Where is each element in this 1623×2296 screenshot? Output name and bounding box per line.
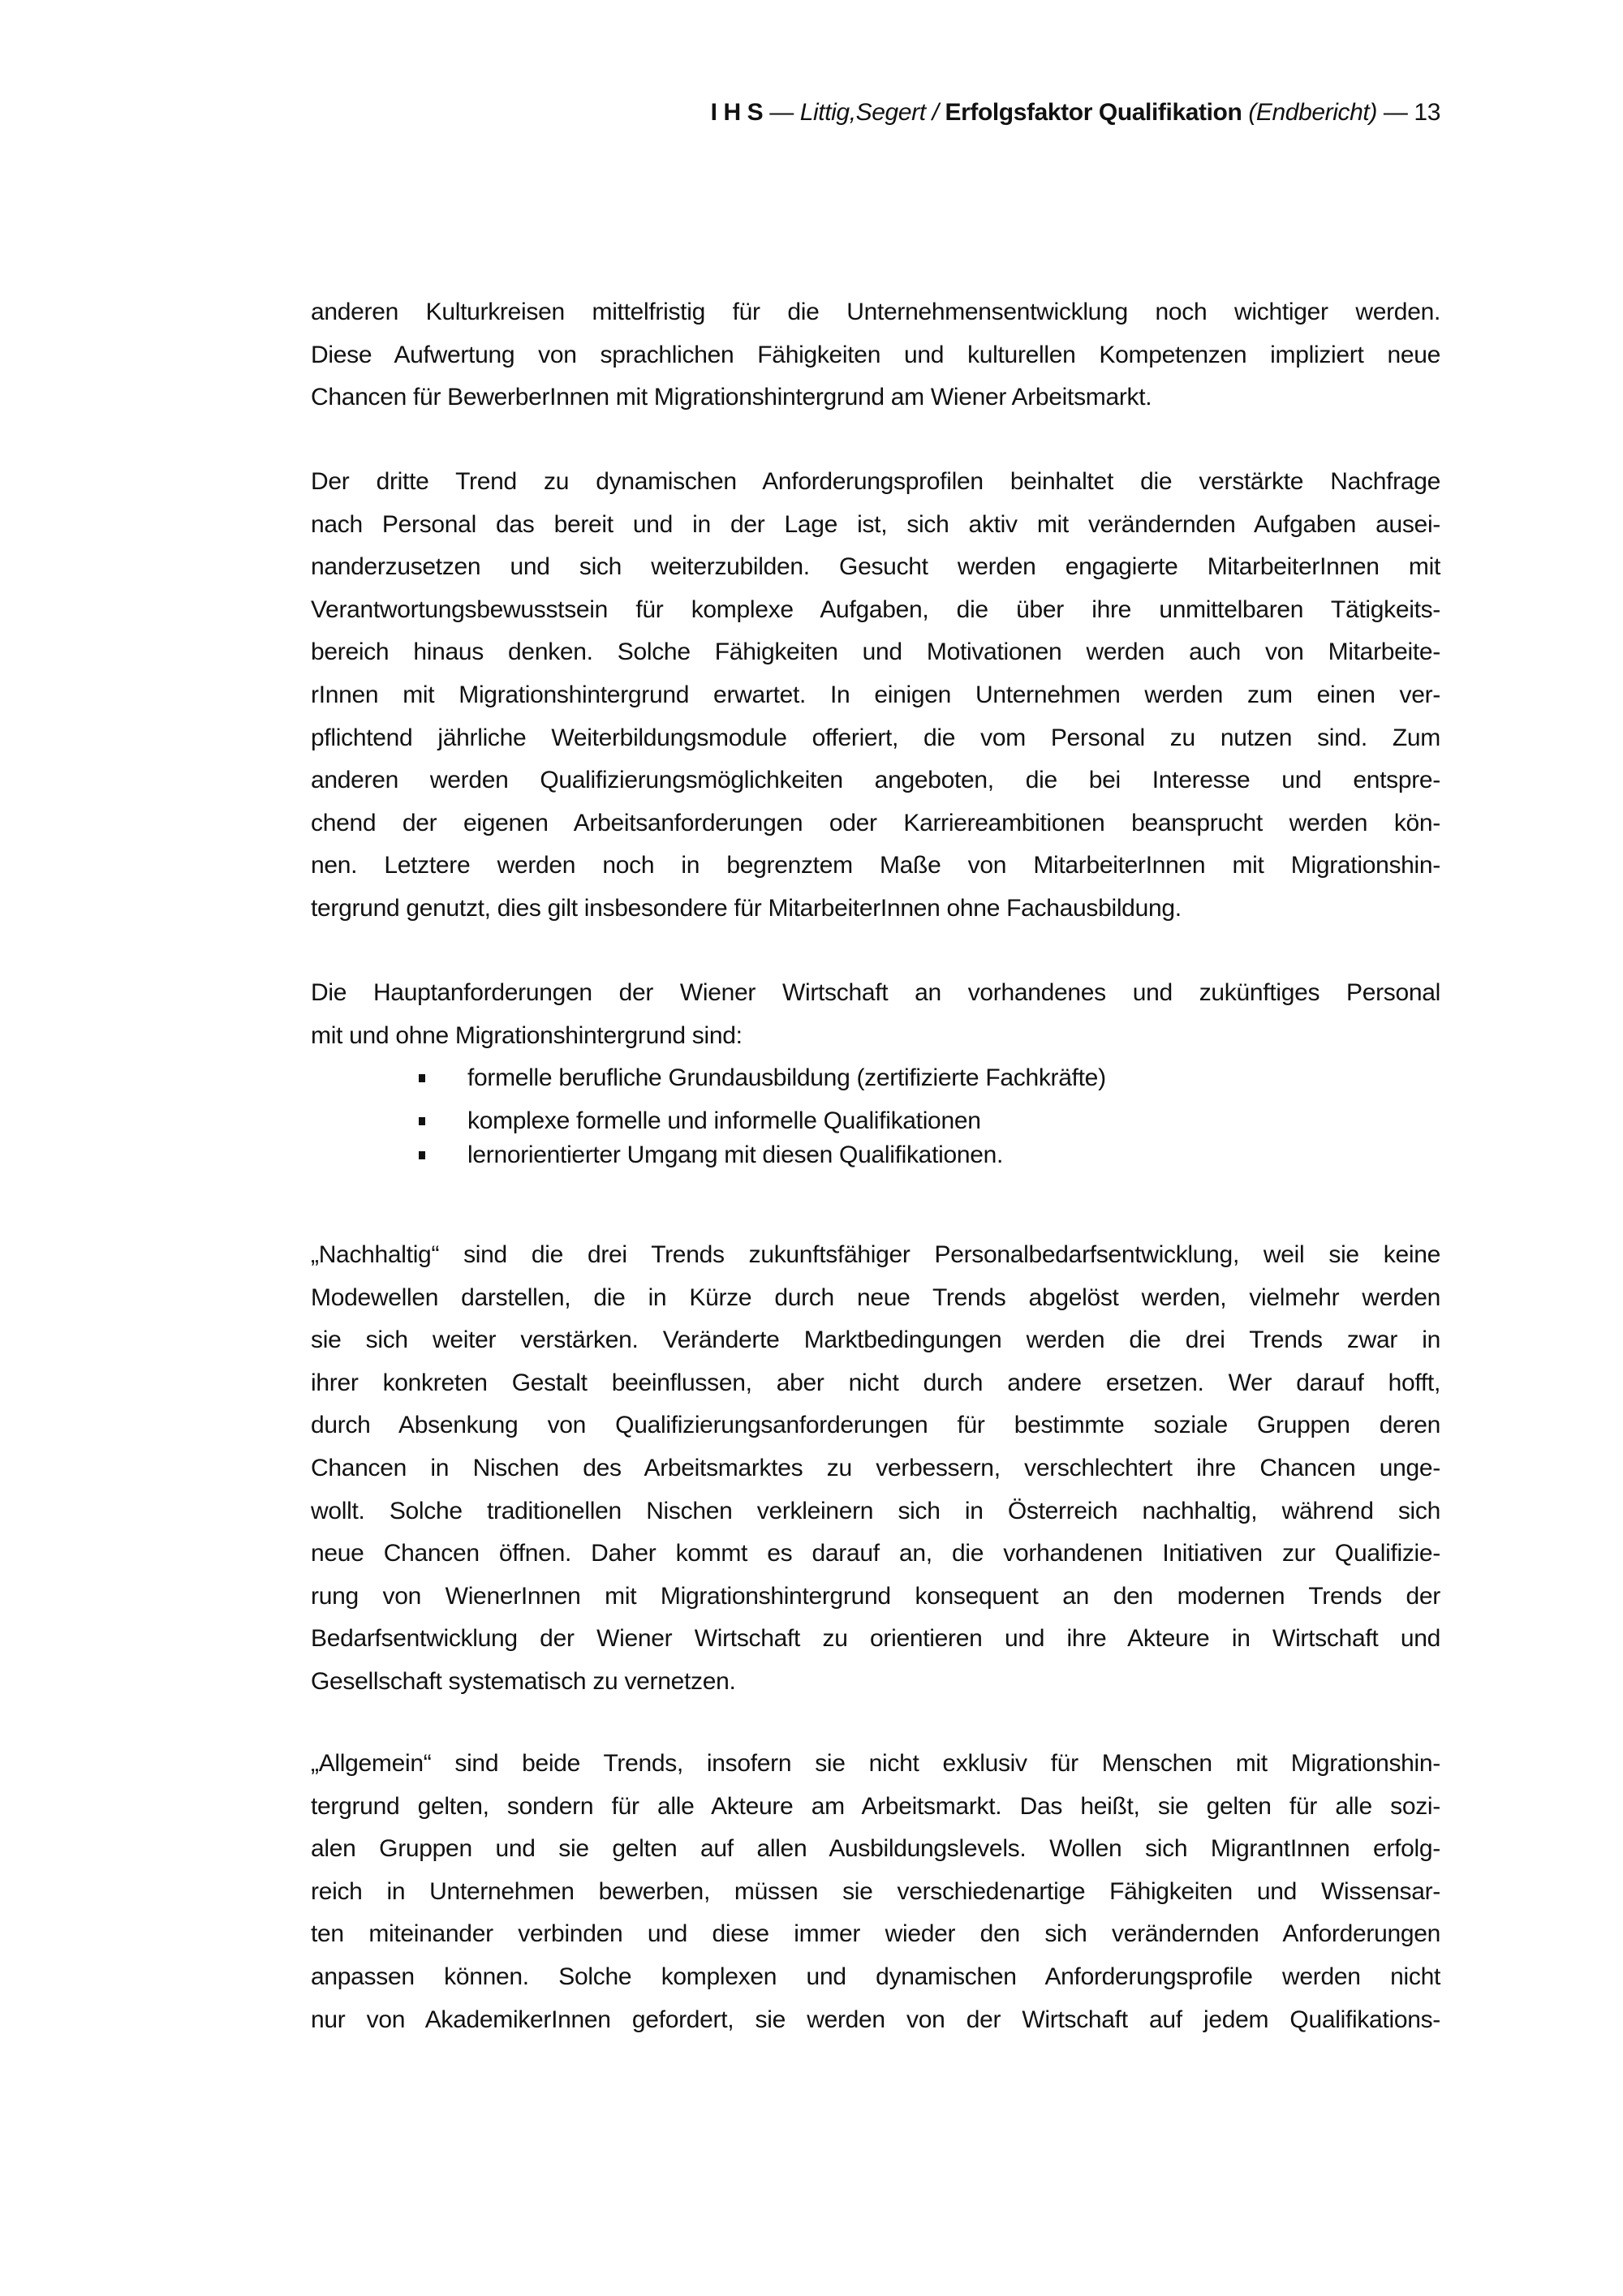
paragraph bbox=[311, 461, 1440, 931]
text-line: Die Hauptanforderungen der Wiener Wirtschaft an vorhandenes und zukünftiges Personal bbox=[311, 979, 1440, 1006]
paragraph bbox=[311, 1234, 1440, 1704]
text-line: Diese Aufwertung von sprachlichen Fähigkeiten und kulturellen Kompetenzen impliziert neue bbox=[311, 341, 1440, 368]
header-title: Erfolgsfaktor Qualifikation bbox=[945, 99, 1242, 126]
text-line: Der dritte Trend zu dynamischen Anforderungsprofilen beinhaltet die verstärkte Nachfrage bbox=[311, 468, 1440, 495]
text-line: Gesellschaft systematisch zu vernetzen. bbox=[311, 1667, 736, 1695]
page-number: 13 bbox=[1414, 99, 1440, 126]
text-line: nen. Letztere werden noch in begrenztem Maße von MitarbeiterInnen mit Migrationshin- bbox=[311, 852, 1440, 879]
text-line: tergrund gelten, sondern für alle Akteure am Arbeitsmarkt. Das heißt, sie gelten für alle sozi- bbox=[311, 1792, 1440, 1820]
text-line: nach Personal das bereit und in der Lage ist, sich aktiv mit verändernden Aufgaben ausei- bbox=[311, 510, 1440, 538]
text-line: Chancen in Nischen des Arbeitsmarktes zu verbessern, verschlechtert ihre Chancen unge- bbox=[311, 1454, 1440, 1481]
text-line: reich in Unternehmen bewerben, müssen sie verschiedenartige Fähigkeiten und Wissensar- bbox=[311, 1877, 1440, 1905]
header-org: I H S bbox=[710, 99, 764, 126]
header-dash: — bbox=[1376, 99, 1414, 126]
text-line: durch Absenkung von Qualifizierungsanforderungen für bestimmte soziale Gruppen deren bbox=[311, 1412, 1440, 1439]
text-line: alen Gruppen und sie gelten auf allen Ausbildungslevels. Wollen sich MigrantInnen erfolg- bbox=[311, 1835, 1440, 1863]
paragraph bbox=[311, 1743, 1440, 2041]
text-line: rung von WienerInnen mit Migrationshintergrund konsequent an den modernen Trends der bbox=[311, 1582, 1440, 1610]
paragraph bbox=[311, 972, 1440, 1057]
text-line: anpassen können. Solche komplexen und dynamischen Anforderungsprofile werden nicht bbox=[311, 1963, 1440, 1990]
text-line: Verantwortungsbewusstsein für komplexe Aufgaben, die über ihre unmittelbaren Tätigkeits- bbox=[311, 595, 1440, 623]
bullet-icon bbox=[419, 1151, 425, 1159]
text-line: ihrer konkreten Gestalt beeinflussen, aber nicht durch andere ersetzen. Wer darauf hofft, bbox=[311, 1369, 1440, 1396]
text-line: „Allgemein“ sind beide Trends, insofern sie nicht exklusiv für Menschen mit Migrationshin- bbox=[311, 1750, 1440, 1777]
text-line: „Nachhaltig“ sind die drei Trends zukunftsfähiger Personalbedarfsentwicklung, weil sie keine bbox=[311, 1241, 1440, 1268]
text-line: wollt. Solche traditionellen Nischen verkleinern sich in Österreich nachhaltig, während sich bbox=[311, 1497, 1440, 1524]
text-line: anderen Kulturkreisen mittelfristig für die Unternehmensentwicklung noch wichtiger werden. bbox=[311, 299, 1440, 325]
text-line: ten miteinander verbinden und diese immer wieder den sich verändernden Anforderungen bbox=[311, 1920, 1440, 1948]
text-line: Chancen für BewerberInnen mit Migrationshintergrund am Wiener Arbeitsmarkt. bbox=[311, 384, 1152, 411]
bullet-icon bbox=[419, 1074, 425, 1082]
text-line: pflichtend jährliche Weiterbildungsmodule offeriert, die vom Personal zu nutzen sind. Zum bbox=[311, 724, 1440, 751]
text-line: tergrund genutzt, dies gilt insbesondere für MitarbeiterInnen ohne Fachausbildung. bbox=[311, 894, 1182, 922]
text-line: nanderzusetzen und sich weiterzubilden. Gesucht werden engagierte MitarbeiterInnen mit bbox=[311, 553, 1440, 581]
text-line: bereich hinaus denken. Solche Fähigkeiten und Motivationen werden auch von Mitarbeite- bbox=[311, 638, 1440, 666]
text-line: anderen werden Qualifizierungsmöglichkeiten angeboten, die bei Interesse und entspre- bbox=[311, 767, 1440, 794]
list-item-text: lernorientierter Umgang mit diesen Qualifikationen. bbox=[467, 1142, 1004, 1168]
text-line: nur von AkademikerInnen gefordert, sie werden von der Wirtschaft auf jedem Qualifikations- bbox=[311, 2006, 1440, 2033]
header-authors: Littig,Segert bbox=[799, 99, 926, 126]
header-dash: — bbox=[763, 99, 800, 126]
text-line: Modewellen darstellen, die in Kürze durch neue Trends abgelöst werden, vielmehr werden bbox=[311, 1283, 1440, 1311]
paragraph bbox=[311, 291, 1440, 419]
text-line: sie sich weiter verstärken. Veränderte Marktbedingungen werden die drei Trends zwar in bbox=[311, 1326, 1440, 1354]
header-subtitle: (Endbericht) bbox=[1242, 99, 1377, 126]
text-line: Bedarfsentwicklung der Wiener Wirtschaft zu orientieren und ihre Akteure in Wirtschaft und bbox=[311, 1625, 1440, 1653]
list-item-text: formelle berufliche Grundausbildung (zertifizierte Fachkräfte) bbox=[467, 1064, 1106, 1091]
bullet-icon bbox=[419, 1117, 425, 1125]
text-line: chend der eigenen Arbeitsanforderungen oder Karriereambitionen beansprucht werden kön- bbox=[311, 809, 1440, 836]
text-line: neue Chancen öffnen. Daher kommt es darauf an, die vorhandenen Initiativen zur Qualifizie- bbox=[311, 1540, 1440, 1567]
text-line: rInnen mit Migrationshintergrund erwartet. In einigen Unternehmen werden zum einen ver- bbox=[311, 681, 1440, 708]
list-item-text: komplexe formelle und informelle Qualifikationen bbox=[467, 1107, 981, 1134]
header-slash: / bbox=[925, 99, 945, 126]
running-header bbox=[711, 99, 1440, 127]
text-line: mit und ohne Migrationshintergrund sind: bbox=[311, 1021, 743, 1049]
